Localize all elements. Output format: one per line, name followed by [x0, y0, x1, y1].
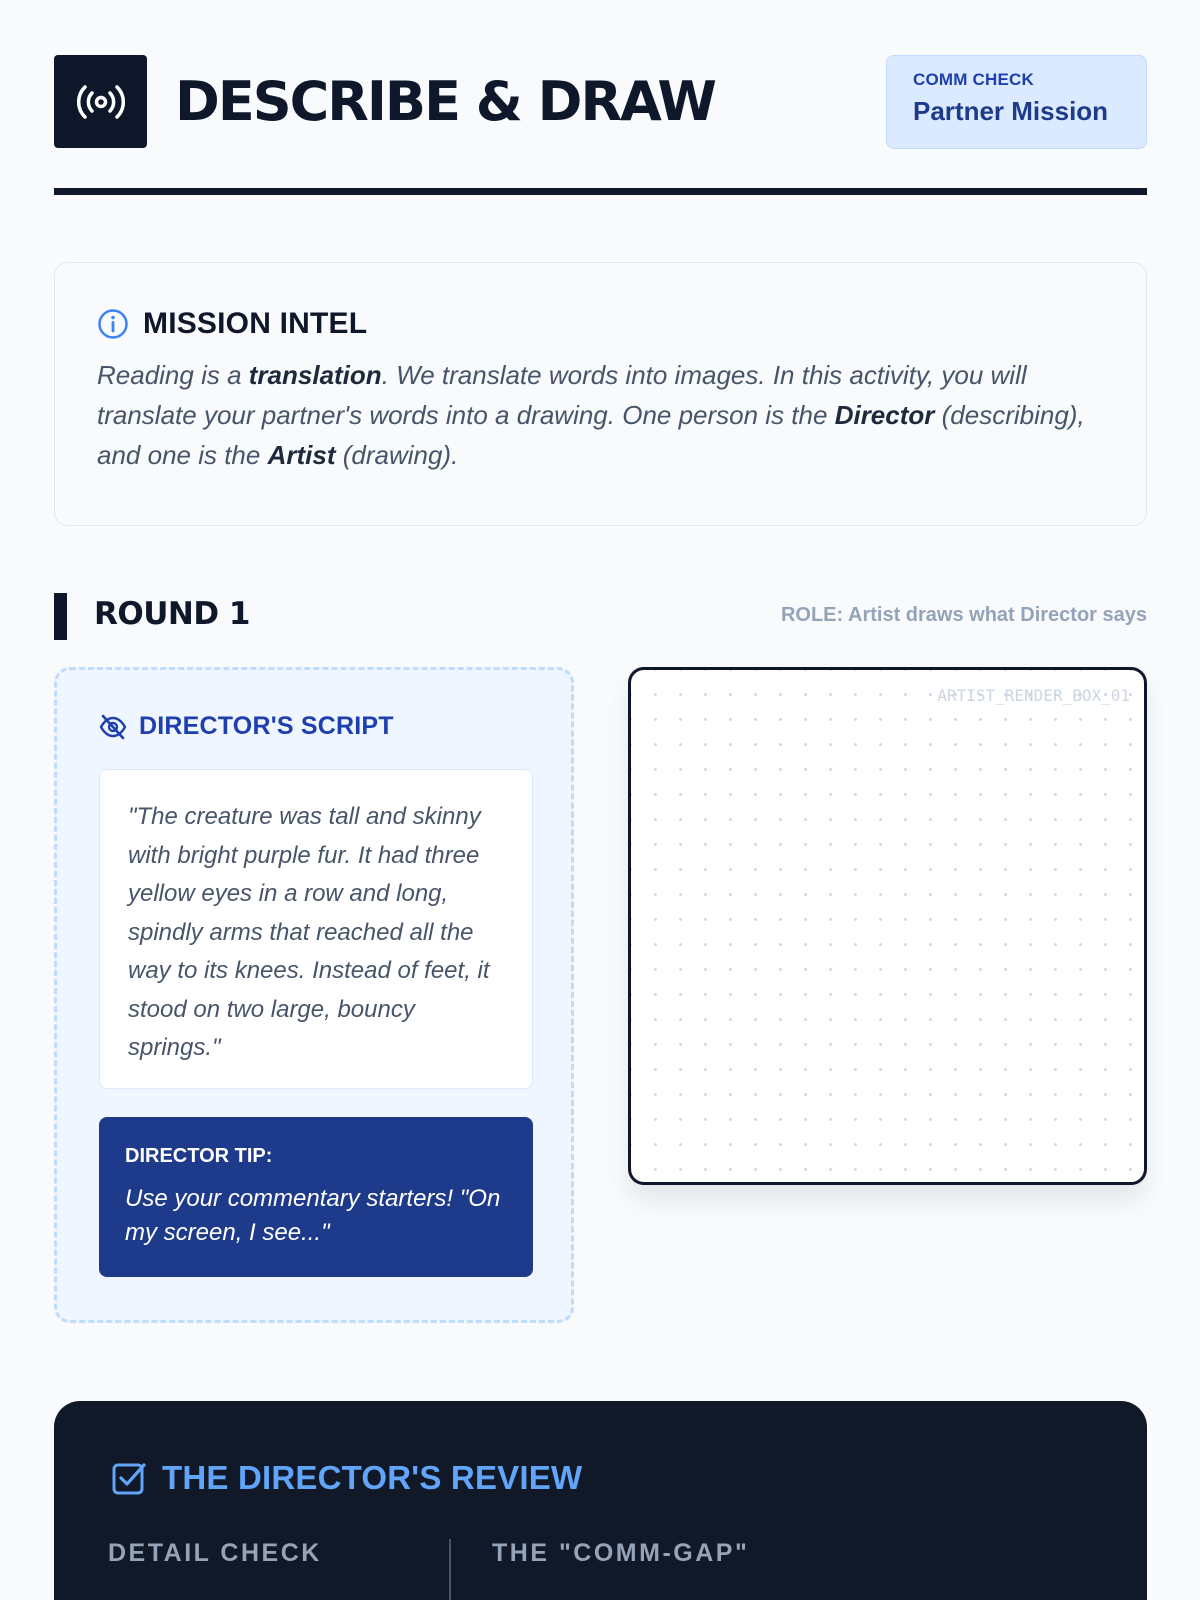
- header-divider: [54, 188, 1147, 195]
- logo: [54, 55, 147, 148]
- artist-box-tag: ARTIST_RENDER_BOX_01: [937, 686, 1130, 705]
- comm-check-badge: [886, 55, 1147, 149]
- page-title: DESCRIBE & DRAW: [175, 70, 715, 133]
- round-title: ROUND 1: [94, 596, 250, 632]
- review-column-comm-gap: THE "COMM-GAP": [492, 1539, 750, 1567]
- mission-intel-card: [54, 262, 1147, 526]
- badge-kicker: COMM CHECK: [913, 70, 1034, 89]
- round-role: ROLE: Artist draws what Director says: [780, 604, 1147, 626]
- artist-drawing-canvas[interactable]: [628, 667, 1147, 1185]
- intel-title: MISSION INTEL: [143, 307, 368, 340]
- directors-review-panel: [54, 1401, 1147, 1600]
- script-text: "The creature was tall and skinny with bright purple fur. It had three yellow eyes in a row and long, spindly arms that reached all the way to its knees. Instead of feet, it stood on two large, bouncy springs.": [99, 769, 533, 1089]
- directors-script-panel: [54, 667, 574, 1323]
- tip-text: Use your commentary starters! "On my screen, I see...": [125, 1185, 501, 1246]
- review-column-divider: [449, 1539, 451, 1600]
- directors-script-title: DIRECTOR'S SCRIPT: [139, 712, 394, 740]
- intel-description: Reading is a translation. We translate words into images. In this activity, you will translate your partner's words into a drawing. One person is the Director (describing), and one is the Artist (drawing).: [97, 360, 1085, 470]
- tip-label: DIRECTOR TIP:: [125, 1145, 273, 1167]
- review-title: THE DIRECTOR'S REVIEW: [162, 1459, 583, 1496]
- info-icon: [97, 308, 129, 340]
- director-tip: [99, 1117, 533, 1277]
- checkbox-icon: [110, 1459, 148, 1497]
- broadcast-icon: [75, 82, 127, 122]
- badge-title: Partner Mission: [913, 96, 1109, 126]
- header: [54, 55, 1147, 149]
- round-accent-bar: [54, 593, 67, 640]
- review-column-detail-check: DETAIL CHECK: [108, 1539, 322, 1567]
- eye-off-icon: [99, 714, 127, 740]
